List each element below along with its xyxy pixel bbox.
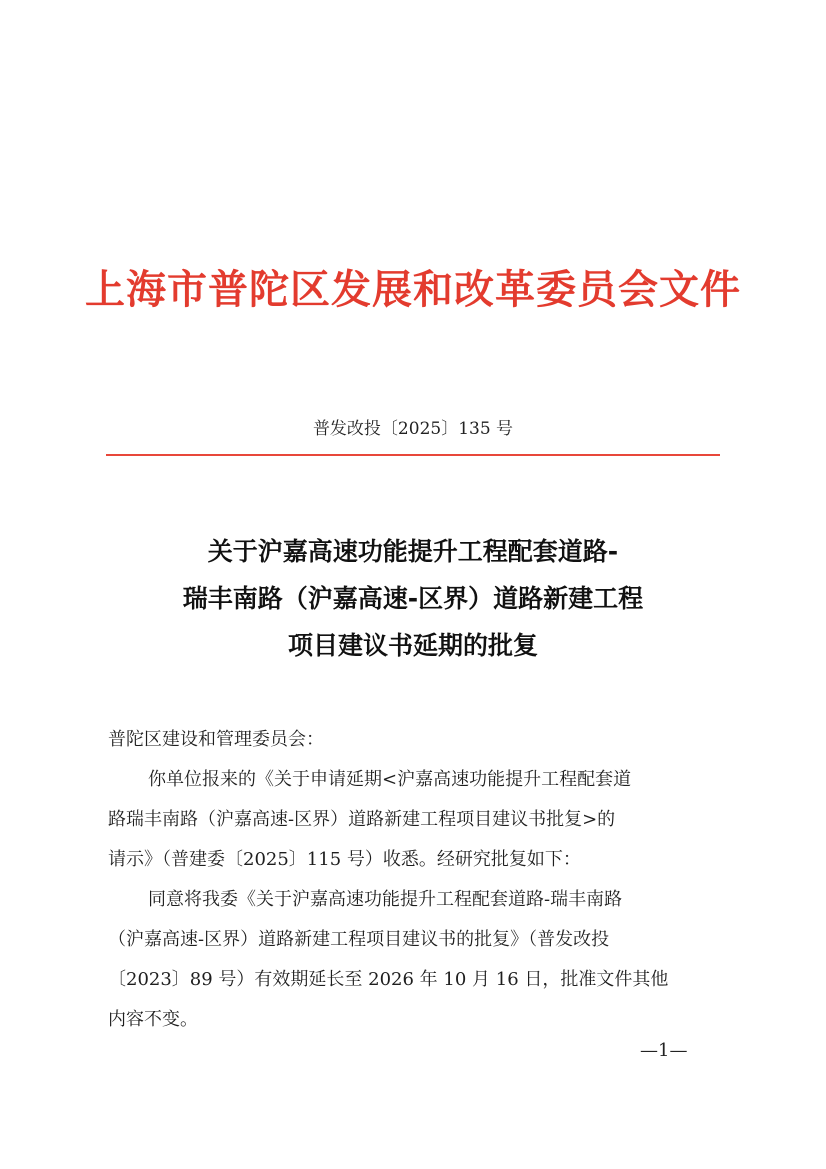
title-line: 项目建议书延期的批复 [287,631,538,660]
body-line: 〔2023〕89 号）有效期延长至 2026 年 10 月 16 日，批准文件其他 [108,969,669,990]
document-number: 普发改投〔2025〕135 号 [312,419,514,439]
body-line: 内容不变。 [108,1009,198,1030]
red-divider-line [106,454,720,456]
page-number: —1— [640,1040,688,1061]
body-line: 你单位报来的《关于申请延期<沪嘉高速功能提升工程配套道 [148,769,632,790]
body-line: 请示》（普建委〔2025〕115 号）收悉。经研究批复如下： [108,849,581,870]
title-line: 关于沪嘉高速功能提升工程配套道路- [207,537,619,566]
title-line: 瑞丰南路（沪嘉高速-区界）道路新建工程 [182,584,644,613]
document-title [0,528,826,669]
issuing-authority-title: 上海市普陀区发展和改革委员会文件 [85,266,741,313]
body-line: 同意将我委《关于沪嘉高速功能提升工程配套道路-瑞丰南路 [148,889,623,910]
document-body [108,720,722,1040]
body-line: （沪嘉高速-区界）道路新建工程项目建议书的批复》（普发改投 [108,929,610,950]
addressee: 普陀区建设和管理委员会： [108,729,324,750]
body-line: 路瑞丰南路（沪嘉高速-区界）道路新建工程项目建议书批复>的 [108,809,616,830]
